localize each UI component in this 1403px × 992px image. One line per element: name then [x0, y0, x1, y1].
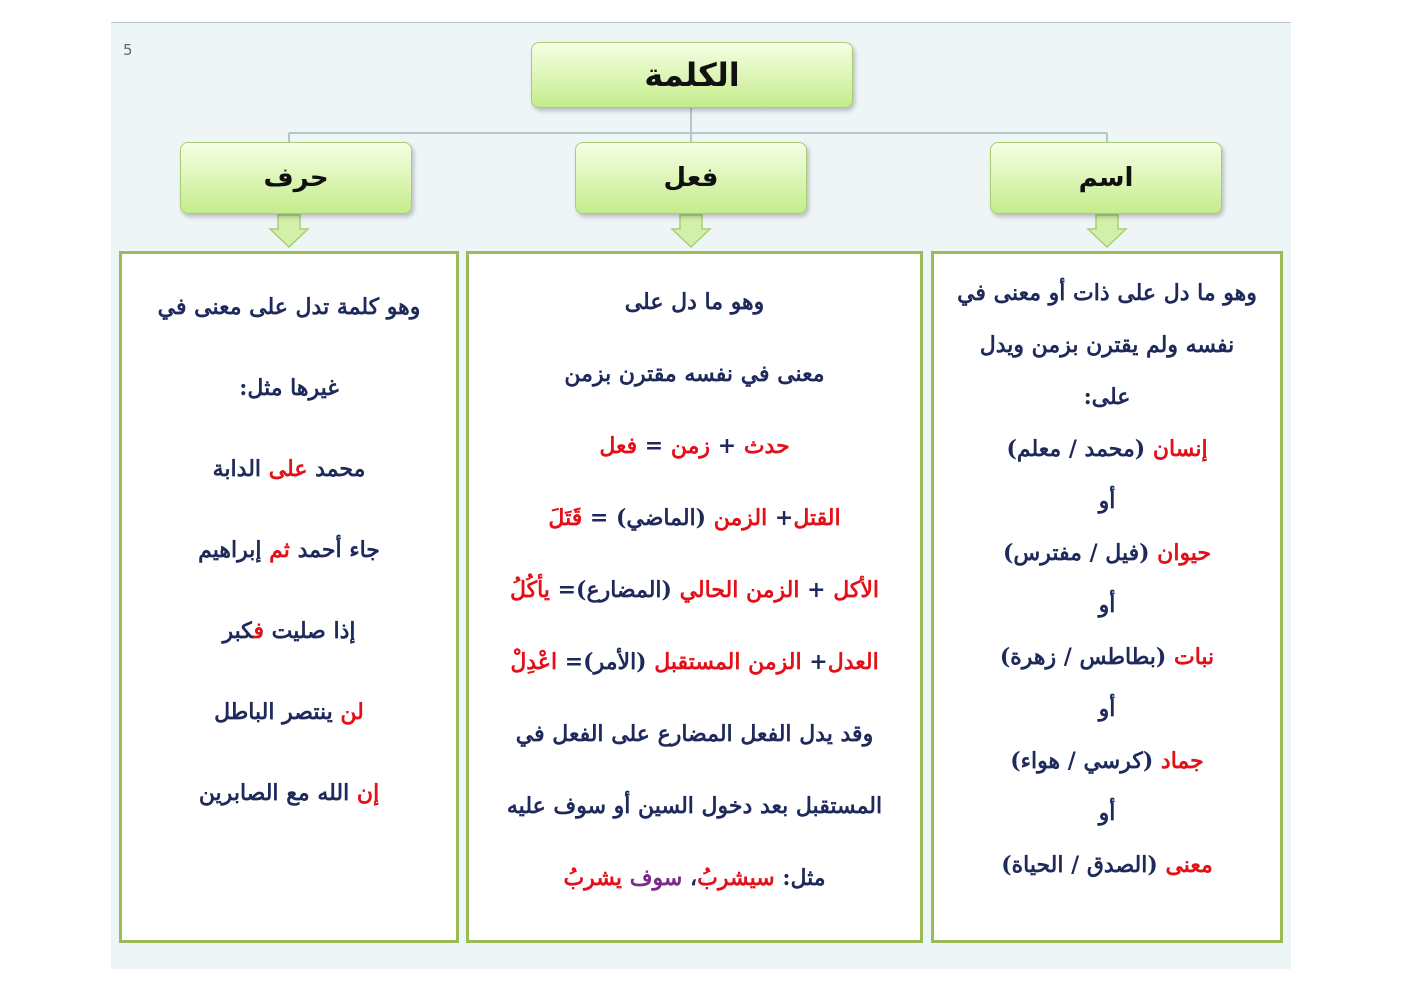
highlighted-word: اعْدِلْ	[510, 649, 558, 675]
text-segment: (محمد / معلم)	[1006, 436, 1153, 462]
text-line	[223, 616, 356, 697]
text-segment: وهو كلمة تدل على معنى في	[157, 294, 421, 320]
text-line	[957, 276, 1257, 328]
text-segment: =	[637, 433, 671, 459]
slide	[111, 22, 1291, 969]
highlighted-word: ثم	[269, 537, 290, 563]
arrow-down-icon	[270, 215, 308, 247]
text-segment: +	[710, 433, 744, 459]
highlighted-word: العدل	[827, 649, 879, 675]
text-line	[980, 328, 1235, 380]
text-segment: أو	[1098, 592, 1116, 618]
text-line	[1084, 380, 1131, 432]
text-line	[1003, 536, 1211, 588]
text-line	[214, 697, 364, 778]
text-line	[625, 284, 765, 356]
highlighted-word: ف	[253, 618, 264, 644]
text-segment: أو	[1098, 800, 1116, 826]
text-line	[599, 428, 789, 500]
text-segment: +	[801, 649, 828, 675]
text-line	[564, 356, 824, 428]
text-segment: الله مع الصابرين	[198, 780, 357, 806]
text-segment: وقد يدل الفعل المضارع على الفعل في	[515, 721, 874, 747]
text-line	[1099, 588, 1116, 640]
highlighted-word: الأكل	[833, 577, 880, 603]
highlighted-word: يشربُ	[563, 865, 623, 891]
text-segment: (الأمر)=	[557, 649, 655, 675]
text-segment	[622, 865, 630, 891]
text-segment: كبر	[222, 618, 254, 644]
ism-definition-box	[931, 251, 1283, 943]
text-line	[510, 644, 878, 716]
text-segment: إذا صليت	[263, 618, 356, 644]
text-segment: أو	[1098, 696, 1116, 722]
highlighted-word: سوف	[629, 865, 683, 891]
highlighted-word: إن	[356, 780, 380, 806]
text-segment: (الصدق / الحياة)	[1001, 852, 1166, 878]
arrow-down-icon	[672, 215, 710, 247]
harf-definition-box	[119, 251, 459, 943]
text-line	[199, 778, 379, 859]
highlighted-word: يأكُلُ	[509, 577, 550, 603]
text-line	[1099, 484, 1116, 536]
text-segment: على:	[1083, 384, 1131, 410]
page-number: 5	[123, 41, 133, 59]
highlighted-word: حيوان	[1157, 540, 1212, 566]
text-segment: غيرها مثل:	[239, 375, 339, 401]
arrow-down-icon	[1088, 215, 1126, 247]
text-segment: إبراهيم	[198, 537, 270, 563]
text-line	[213, 454, 366, 535]
highlighted-word: حدث	[743, 433, 790, 459]
highlighted-word: جماد	[1160, 748, 1204, 774]
text-segment: أو	[1098, 488, 1116, 514]
highlighted-word: زمن	[670, 433, 711, 459]
text-line	[1001, 848, 1213, 900]
text-line	[1099, 692, 1116, 744]
text-segment: معنى في نفسه مقترن بزمن	[564, 361, 825, 387]
text-segment: الدابة	[212, 456, 269, 482]
text-line	[1006, 432, 1207, 484]
highlighted-word: نبات	[1173, 644, 1215, 670]
text-segment: وهو ما دل على	[624, 289, 765, 315]
highlighted-word: لن	[340, 699, 364, 725]
highlighted-word: سيشربُ	[697, 865, 775, 891]
highlighted-word: الزمن المستقبل	[654, 649, 802, 675]
text-segment: (الماضي) =	[582, 505, 714, 531]
text-line	[563, 860, 825, 932]
text-line	[198, 535, 380, 616]
text-segment: المستقبل بعد دخول السين أو سوف عليه	[506, 793, 883, 819]
text-segment: وهو ما دل على ذات أو معنى في	[957, 280, 1257, 306]
text-segment: نفسه ولم يقترن بزمن ويدل	[979, 332, 1235, 358]
highlighted-word: الزمن	[713, 505, 768, 531]
text-segment: ،	[682, 865, 698, 891]
text-line	[516, 716, 873, 788]
text-line	[548, 500, 840, 572]
highlighted-word: إنسان	[1152, 436, 1208, 462]
highlighted-word: على	[268, 456, 308, 482]
text-segment: محمد	[307, 456, 366, 482]
highlighted-word: معنى	[1165, 852, 1213, 878]
highlighted-word: الزمن الحالي	[679, 577, 800, 603]
text-segment: (فيل / مفترس)	[1002, 540, 1158, 566]
text-segment: +	[799, 577, 834, 603]
text-line	[1000, 640, 1214, 692]
highlighted-word: القتل	[793, 505, 841, 531]
text-segment: (بطاطس / زهرة)	[999, 644, 1174, 670]
highlighted-word: قَتَلَ	[548, 505, 583, 531]
text-line	[239, 373, 338, 454]
text-segment: ينتصر الباطل	[214, 699, 341, 725]
text-line	[507, 788, 882, 860]
text-segment: (كرسي / هواء)	[1010, 748, 1161, 774]
text-line	[510, 572, 879, 644]
harf-node: حرف	[180, 142, 412, 214]
highlighted-word: فعل	[599, 433, 638, 459]
text-line	[158, 292, 421, 373]
fil-node: فعل	[575, 142, 807, 214]
title-node: الكلمة	[531, 42, 853, 108]
text-segment: جاء أحمد	[289, 537, 380, 563]
text-segment: (المضارع)=	[549, 577, 680, 603]
fil-definition-box	[466, 251, 923, 943]
text-line	[1010, 744, 1203, 796]
text-segment: +	[767, 505, 794, 531]
ism-node: اسم	[990, 142, 1222, 214]
text-segment: مثل:	[774, 865, 826, 891]
text-line	[1099, 796, 1116, 848]
